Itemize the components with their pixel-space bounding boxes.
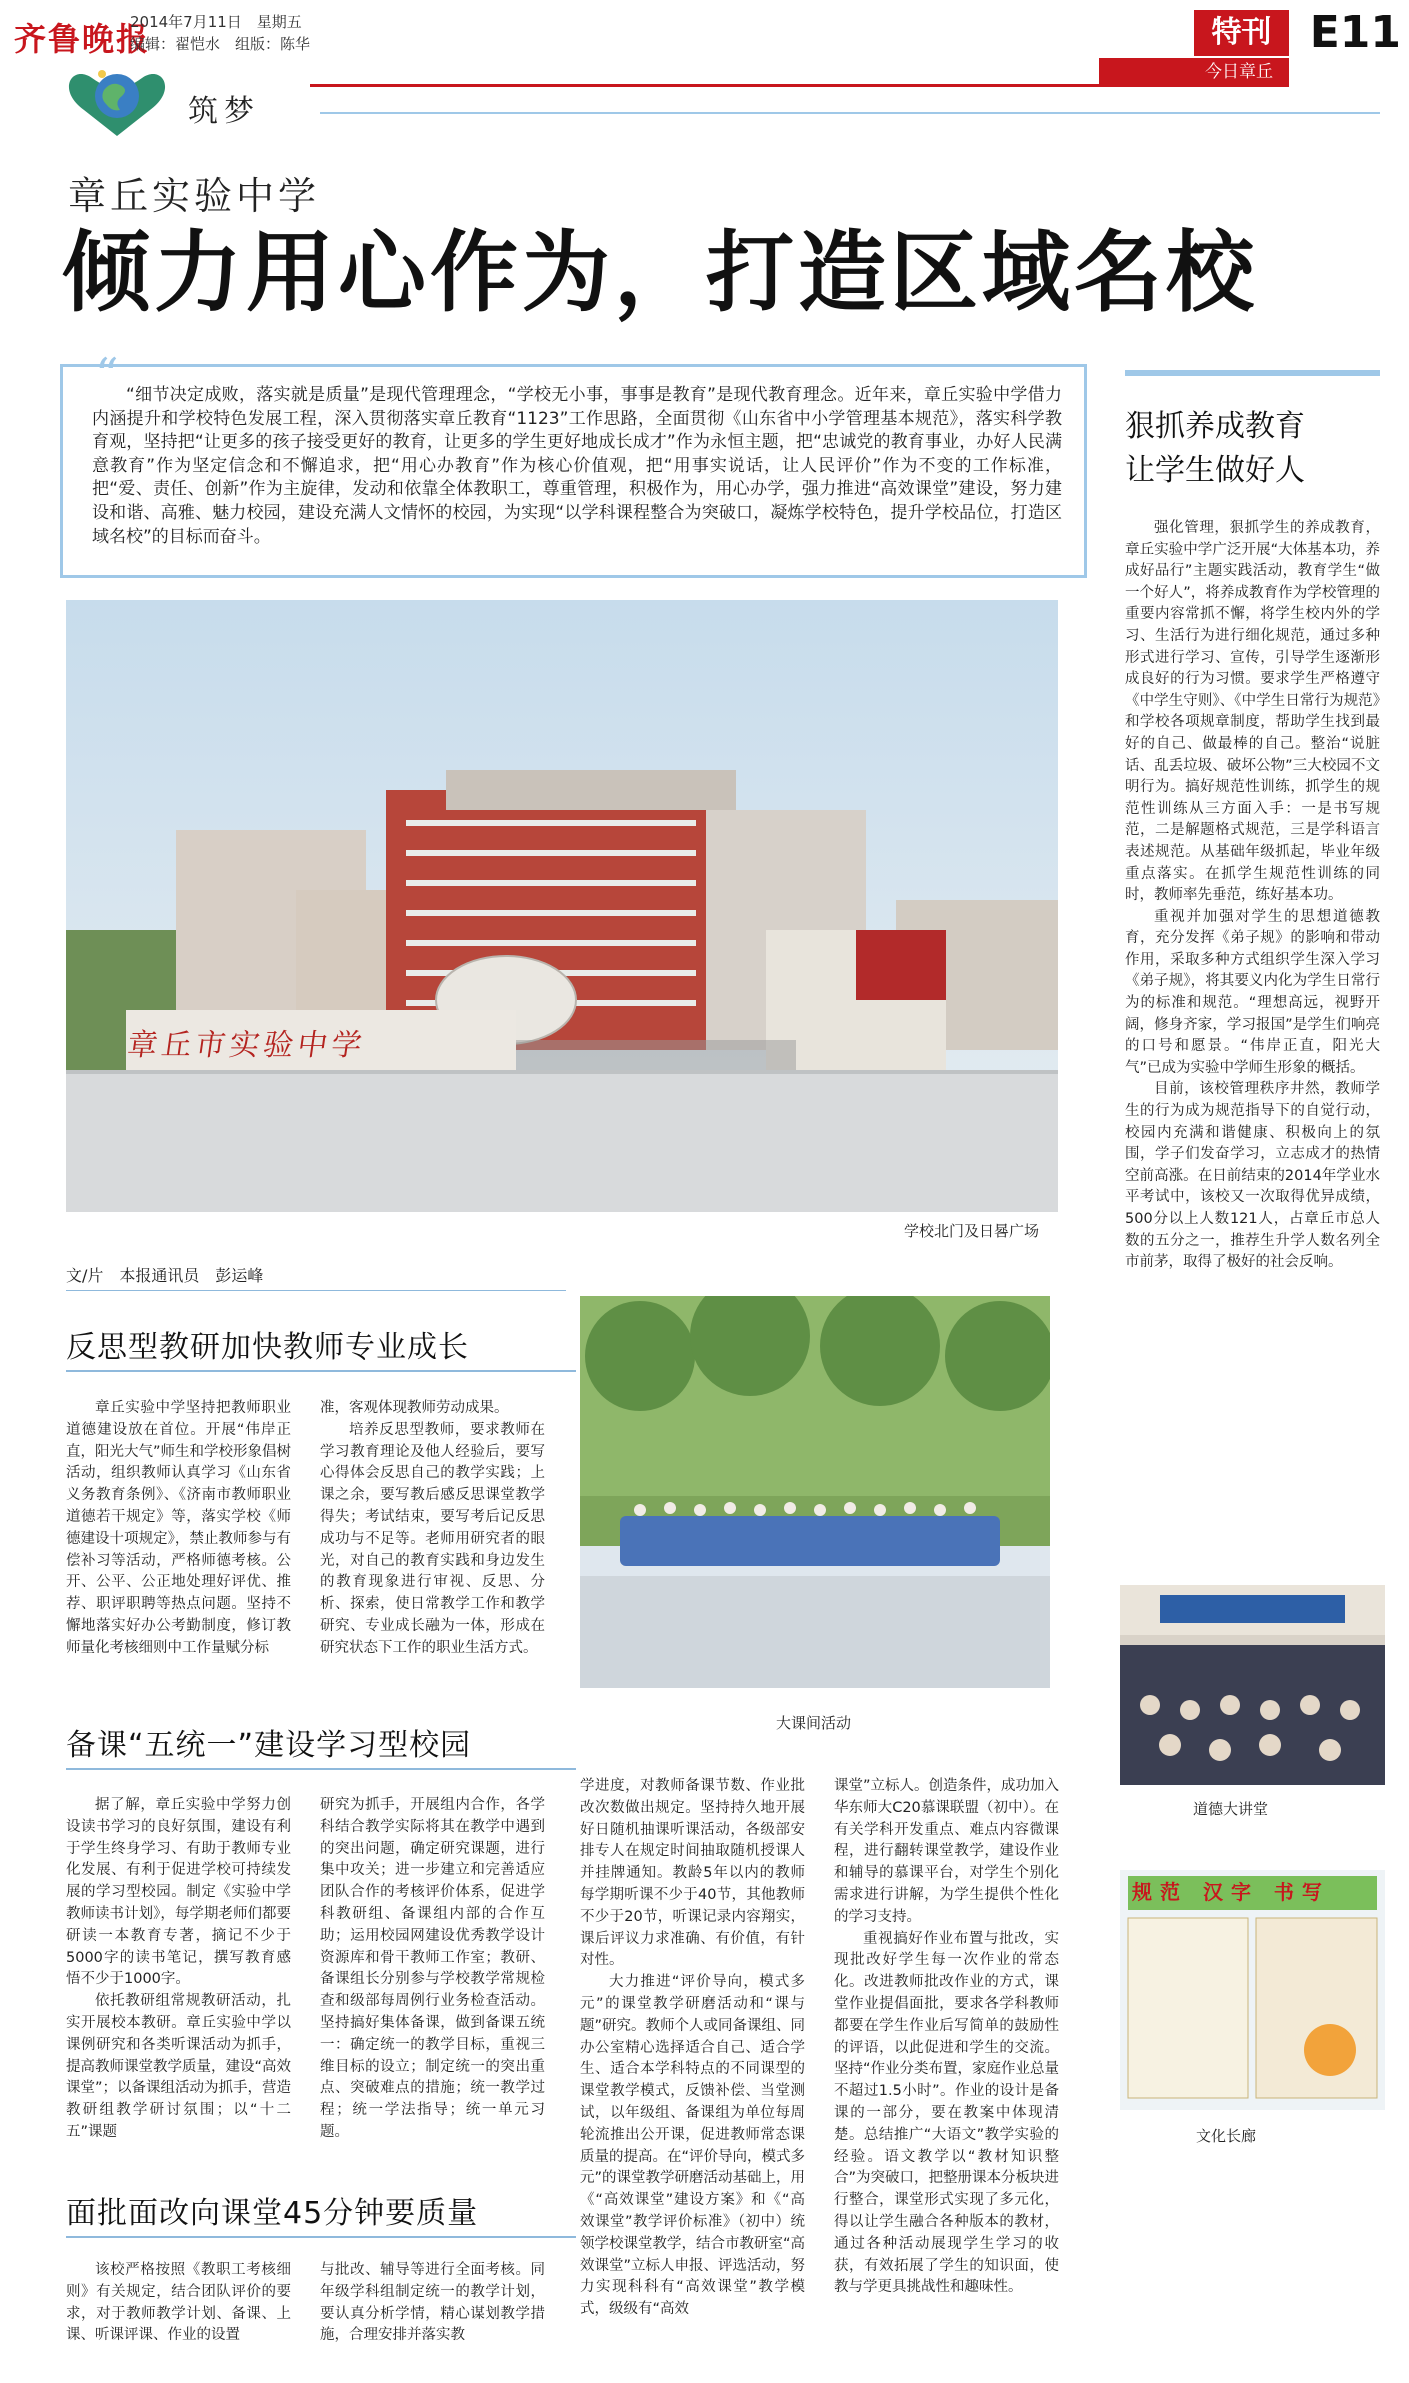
side-title-line2: 让学生做好人 <box>1125 453 1305 488</box>
culture-photo <box>1120 1870 1385 2110</box>
side-para-2: 重视并加强对学生的思想道德教育，充分发挥《弟子规》的影响和带动作用，采取多种方式组织学生深入学习《弟子规》，将其要义内化为学生日常行为的标准和规范。“理想高远，视野开阔，修身齐家，学习报国”是学生们响亮的口号和愿景。“伟岸正直，阳光大气”已成为实验中学师生形象的概括。 <box>1125 908 1380 1076</box>
main-photo-caption: 学校北门及日晷广场 <box>904 1222 1040 1240</box>
section1-col2 <box>320 1398 545 1660</box>
section1-col2b: 培养反思型教师，要求教师在学习教育理论及他人经验后，要写心得体会反思自己的教学实践；上课之余，要写教后感反思课堂教学得失；考试结束，要写考后记反思成功与不足等。老师用研究者的眼光，对自己的教育实践和身边发生的教育现象进行审视、反思、分析、探索，使日常教学工作和教学研究、专业成长融为一体，形成在研究状态下工作的职业生活方式。 <box>320 1421 545 1656</box>
section-sub-banner: 今日章丘 <box>1099 58 1289 86</box>
newspaper-logo: 齐鲁晚报 <box>14 20 151 58</box>
section3-col2: 与批改、辅导等进行全面考核。同年级学科组制定统一的教学计划，要认真分析学情，精心谋划教学措施，合理安排并落实教 <box>320 2262 545 2344</box>
article-headline: 倾力用心作为，打造区域名校 <box>62 221 1259 324</box>
section2-title: 备课“五统一”建设学习型校园 <box>66 1728 472 1763</box>
section2-col3a: 学进度，对教师备课节数、作业批改次数做出规定。坚持持久地开展好日随机抽课听课活动，各级部安排专人在规定时间抽取随机授课人并挂牌通知。教龄5年以内的教师每学期听课不少于40节，其他教师不少于20节，听课记录内容翔实，课后评议力求准确、有价值，有针对性。 <box>580 1778 805 1969</box>
section2-col1 <box>66 1795 291 2144</box>
section2-col3b: 大力推进“评价导向，模式多元”的课堂教学研磨活动和“课与题”研究。教师个人或同备课组、同办公室精心选择适合自己、适合学生、适合本学科特点的不同课型的课堂教学模式，反馈补偿、当堂测试，以年级组、备课组为单位每周轮流推出公开课，促进教师常态课质量的提高。在“评价导向，模式多元”的课堂教学研磨活动基础上，用《“高效课堂”建设方案》和《“高效课堂”教学评价标准》（初中）统领学校课堂教学，结合市教研室“高效课堂”立标人申报、评选活动，努力实现科科有“高效课堂”教学模式，级级有“高效 <box>580 1974 806 2318</box>
special-label: 特刊 <box>1194 10 1289 56</box>
section3-title: 面批面改向课堂45分钟要质量 <box>66 2196 479 2231</box>
byline: 文/片 本报通讯员 彭运峰 <box>66 1266 264 1285</box>
side-title-line1: 狠抓养成教育 <box>1125 409 1305 444</box>
section2-col1b: 依托教研组常规教研活动，扎实开展校本教研。章丘实验中学以课例研究和各类听课活动为抓手，提高教师课堂教学质量，建设“高效课堂”；以备课组活动为抓手，营造教研组教学研讨氛围；以“十二五”课题 <box>66 1993 292 2140</box>
section2-col4 <box>834 1776 1059 2299</box>
byline-rule <box>66 1290 566 1291</box>
header-rule <box>310 84 1289 87</box>
globe-heart-icon <box>62 60 172 140</box>
section1-col1: 章丘实验中学坚持把教师职业道德建设放在首位。开展“伟岸正直，阳光大气”师生和学校形象倡树活动，组织教师认真学习《山东省义务教育条例》、《济南市教师职业道德若干规定》等，落实学校《师德建设十项规定》，禁止教师参与有偿补习等活动，严格师德考核。公开、公平、公正地处理好评优、推荐、职评职聘等热点问题。坚持不懈地落实好办公考勤制度，修订教师量化考核细则中工作量赋分标 <box>66 1400 292 1656</box>
section2-col4a: 课堂”立标人。创造条件，成功加入华东师大C20慕课联盟（初中）。在有关学科开发重点、难点内容微课程，进行翻转课堂教学，建设作业和辅导的慕课平台，对学生个别化需求进行讲解，为学生提供个性化的学习支持。 <box>834 1778 1060 1925</box>
page-number: E11 <box>1309 7 1401 58</box>
lecture-photo-caption: 道德大讲堂 <box>1193 1800 1269 1818</box>
category-label: 筑梦 <box>188 94 260 129</box>
issue-date: 2014年7月11日 星期五 <box>130 13 302 31</box>
activity-photo <box>580 1296 1050 1688</box>
culture-photo-caption: 文化长廊 <box>1196 2127 1257 2145</box>
school-gate-photo <box>66 600 1058 1212</box>
section2-col3 <box>580 1776 805 2321</box>
quote-open-icon: “ <box>95 348 119 402</box>
culture-poster-text: 规范 汉字 书写 <box>1132 1880 1330 1904</box>
section1-title: 反思型教研加快教师专业成长 <box>66 1330 469 1365</box>
side-para-1: 强化管理，狠抓学生的养成教育，章丘实验中学广泛开展“大体基本功，养成好品行”主题实践活动，教育学生“做一个好人”，将养成教育作为学校管理的重要内容常抓不懈，将学生校内外的学习、生活行为进行细化规范，通过多种形式进行学习、宣传，引导学生逐渐形成良好的行为习惯。要求学生严格遵守《中学生守则》、《中学生日常行为规范》和学校各项规章制度，帮助学生找到最好的自己、做最棒的自己。整治“说脏话、乱丢垃圾、破坏公物”三大校园不文明行为。搞好规范性训练，抓学生的规范性训练从三方面入手：一是书写规范，二是解题格式规范，三是学科语言表述规范。从基础年级抓起，毕业年级重点落实。在抓学生规范性训练的同时，教师率先垂范，练好基本功。 <box>1125 520 1380 904</box>
activity-photo-caption: 大课间活动 <box>776 1714 852 1732</box>
section3-rule <box>66 2236 576 2238</box>
section2-col4b: 重视搞好作业布置与批改，实现批改好学生每一次作业的常态化。改进教师批改作业的方式，课堂作业提倡面批，要求各学科教师都要在学生作业后写简单的鼓励性的评语，以此促进和学生的交流。坚持“作业分类布置，家庭作业总量不超过1.5小时”。作业的设计是备课的一部分，要在教案中体现清楚。总结推广“大语文”教学实验的经验。语文教学以“教材知识整合”为突破口，把整册课本分板块进行整合，课堂形式实现了多元化，得以让学生融合各种版本的教材，通过各种活动展现学生学习的收获，有效拓展了学生的知识面，使教与学更具挑战性和趣味性。 <box>834 1930 1060 2296</box>
side-para-3: 目前，该校管理秩序井然，教师学生的行为成为规范指导下的自觉行动，校园内充满和谐健康、积极向上的氛围，学子们发奋学习，立志成才的热情空前高涨。在日前结束的2014年学业水平考试中，该校又一次取得优异成绩，500分以上人数121人，占章丘市总人数的五分之一，推荐生升学人数名列全市前茅，取得了极好的社会反响。 <box>1125 1081 1380 1271</box>
editor-credits: 编辑：翟恺水 组版：陈华 <box>130 35 311 53</box>
section3-col1: 该校严格按照《教职工考核细则》有关规定，结合团队评价的要求，对于教师教学计划、备课、上课、听课评课、作业的设置 <box>66 2262 291 2344</box>
section1-rule <box>66 1370 576 1372</box>
category-rule <box>320 112 1380 114</box>
section1-col2a: 准，客观体现教师劳动成果。 <box>320 1400 509 1416</box>
article-kicker: 章丘实验中学 <box>68 174 321 218</box>
section2-col2: 研究为抓手，开展组内合作，各学科结合教学实际将其在教学中遇到的突出问题，确定研究课题，进行集中攻关；进一步建立和完善适应团队合作的考核评价体系，促进学科教研组、备课组内部的合作互助；运用校园网建设优秀教学设计资源库和骨干教师工作室；教研、备课组长分别参与学校教学常规检查和级部每周例行业务检查活动。坚持搞好集体备课，做到备课五统一：确定统一的教学目标，重视三维目标的设立；制定统一的突出重点、突破难点的措施；统一教学过程；统一学法指导；统一单元习题。 <box>320 1797 545 2140</box>
lead-paragraph: “细节决定成败，落实就是质量”是现代管理理念，“学校无小事，事事是教育”是现代教育理念。近年来，章丘实验中学借力内涵提升和学校特色发展工程，深入贯彻落实章丘教育“1123”工作思路，全面贯彻《山东省中小学管理基本规范》，落实科学教育观，坚持把“让更多的孩子接受更好的教育，让更多的学生更好地成长成才”作为永恒主题，把“忠诚党的教育事业，办好人民满意教育”作为坚定信念和不懈追求，把“用心办教育”作为核心价值观，把“用事实说话，让人民评价”作为不变的工作标准，把“爱、责任、创新”作为主旋律，发动和依靠全体教职工，尊重管理，积极作为，用心办学，强力推进“高效课堂”建设，努力建设和谐、高雅、魅力校园，建设充满人文情怀的校园，为实现“以学科课程整合为突破口，凝炼学校特色，提升学校品位，打造区域名校”的目标而奋斗。 <box>92 385 1062 547</box>
section2-col1a: 据了解，章丘实验中学努力创设读书学习的良好氛围，建设有利于学生终身学习、有助于教师专业化发展、有利于促进学校可持续发展的学习型校园。制定《实验中学教师读书计划》，每学期老师们都要研读一本教育专著，摘记不少于5000字的读书笔记，撰写教育感悟不少于1000字。 <box>66 1797 291 1988</box>
school-sign-text: 章丘市实验中学 <box>125 1028 368 1063</box>
side-body <box>1125 518 1380 1274</box>
lecture-photo <box>1120 1585 1385 1785</box>
section2-rule <box>66 1768 576 1770</box>
side-top-rule <box>1125 370 1380 376</box>
